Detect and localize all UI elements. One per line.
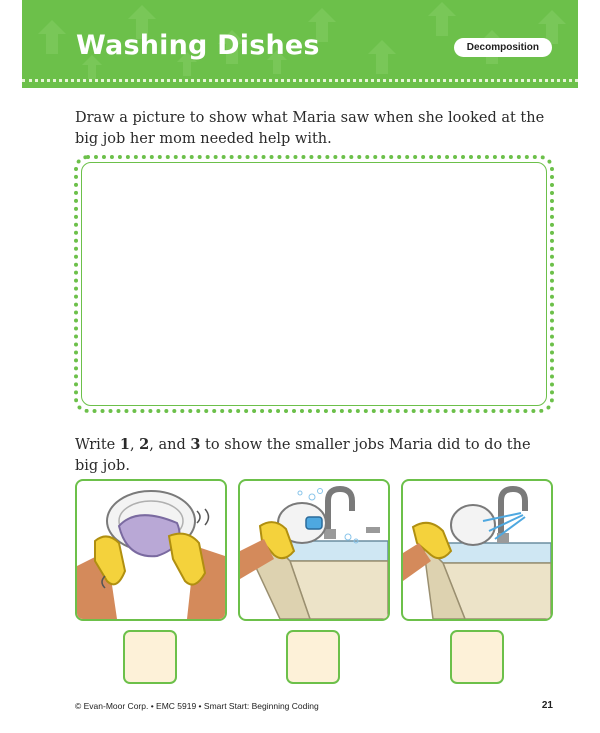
rinsing-plate-illustration [403,481,551,619]
drying-plate-illustration [77,481,225,619]
scrubbing-plate-illustration [240,481,388,619]
number-two: 2 [139,436,150,453]
drawing-area[interactable] [74,155,554,413]
picture-panel-rinsing [401,479,553,621]
answer-box-1[interactable] [123,630,177,684]
picture-panel-scrubbing [238,479,390,621]
order-instruction [75,434,545,477]
drawing-area-inner-border [81,162,547,406]
topic-badge: Decomposition [454,38,552,57]
order-instruction-text-start: Write [75,437,120,453]
page-number: 21 [541,700,553,711]
header-banner [22,0,578,88]
number-three: 3 [190,436,201,453]
separator-1: , [129,437,140,453]
separator-2: , and [149,437,191,453]
picture-panel-drying [75,479,227,621]
draw-instruction: Draw a picture to show what Maria saw when she looked at the big job her mom needed help with. [75,110,545,147]
answer-box-2[interactable] [286,630,340,684]
dotted-divider [22,79,578,82]
answer-box-3[interactable] [450,630,504,684]
order-instruction-text-end: to show the smaller jobs Maria did to do the big job. [75,437,531,474]
page-title: Washing Dishes [76,30,320,61]
number-one: 1 [119,436,130,453]
footer-credit: © Evan-Moor Corp. • EMC 5919 • Smart Start: Beginning Coding [75,701,319,711]
